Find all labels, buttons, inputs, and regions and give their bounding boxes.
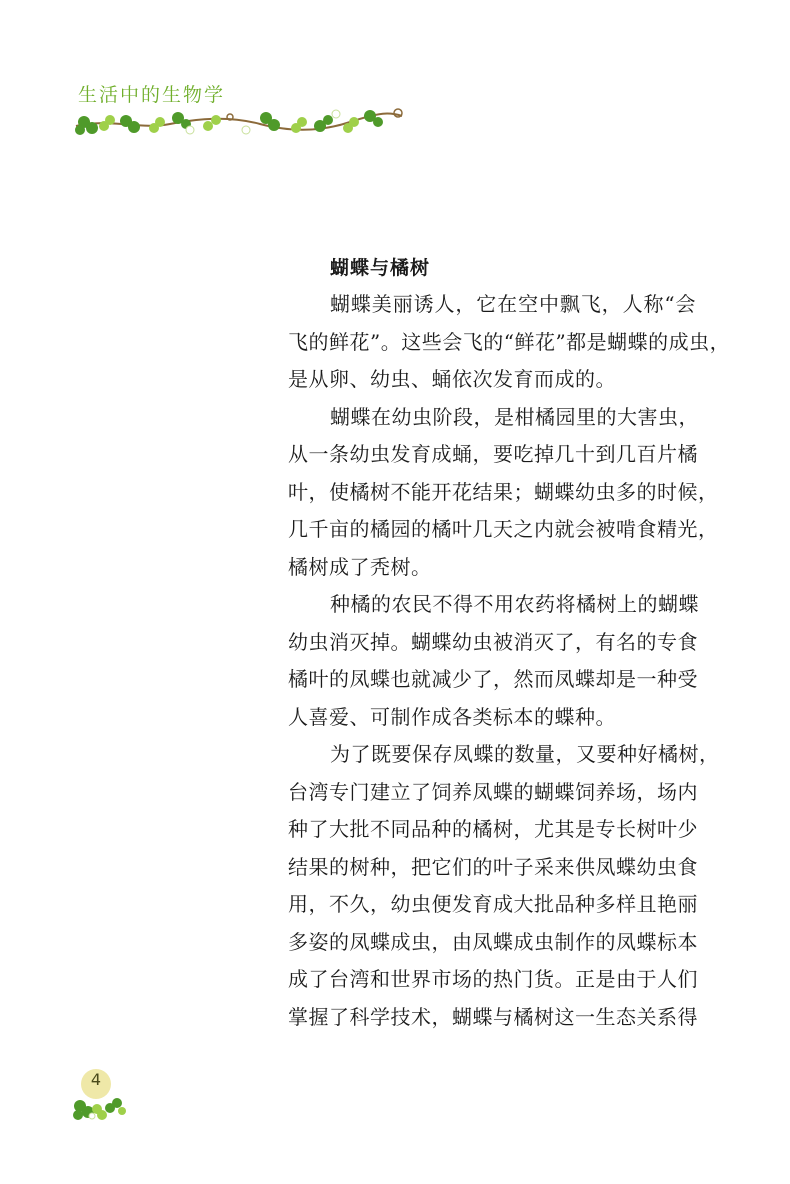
body-line: 叶，使橘树不能开花结果；蝴蝶幼虫多的时候， [288,479,719,504]
article-title: 蝴蝶与橘树 [330,257,431,279]
body-line: 种了大批不同品种的橘树，尤其是专长树叶少 [288,817,698,841]
body-line: 结果的树种，把它们的叶子采来供凤蝶幼虫食 [288,854,698,879]
body-line: 种橘的农民不得不用农药将橘树上的蝴蝶 [330,592,699,616]
body-line: 从一条幼虫发育成蛹，要吃掉几十到几百片橘 [288,442,698,466]
body-line: 幼虫消灭掉。蝴蝶幼虫被消灭了，有名的专食 [288,629,698,654]
article-body [288,286,731,1036]
body-line: 用，不久，幼虫便发育成大批品种多样且艳丽 [288,892,698,916]
body-line: 台湾专门建立了饲养凤蝶的蝴蝶饲养场，场内 [288,779,698,804]
running-head: 生活中的生物学 [78,84,226,106]
body-line: 蝴蝶美丽诱人，它在空中飘飞，人称“会 [330,292,696,316]
body-line: 橘树成了秃树。 [288,554,432,579]
body-line: 是从卵、幼虫、蛹依次发育而成的。 [288,367,616,391]
body-line: 飞的鲜花”。这些会飞的“鲜花”都是蝴蝶的成虫， [288,329,731,354]
body-line: 成了台湾和世界市场的热门货。正是由于人们 [288,967,698,991]
body-line: 橘叶的凤蝶也就减少了，然而凤蝶却是一种受 [288,667,698,691]
body-line: 多姿的凤蝶成虫，由凤蝶成虫制作的凤蝶标本 [288,929,698,954]
body-line: 人喜爱、可制作成各类标本的蝶种。 [288,704,616,729]
body-line: 几千亩的橘园的橘叶几天之内就会被啃食精光， [288,517,719,541]
body-line: 为了既要保存凤蝶的数量，又要种好橘树， [330,742,720,766]
body-line: 掌握了科学技术，蝴蝶与橘树这一生态关系得 [288,1004,698,1029]
body-line: 蝴蝶在幼虫阶段，是柑橘园里的大害虫， [330,404,699,429]
vine-ornament [70,104,410,138]
page-number: 4 [90,1070,102,1089]
